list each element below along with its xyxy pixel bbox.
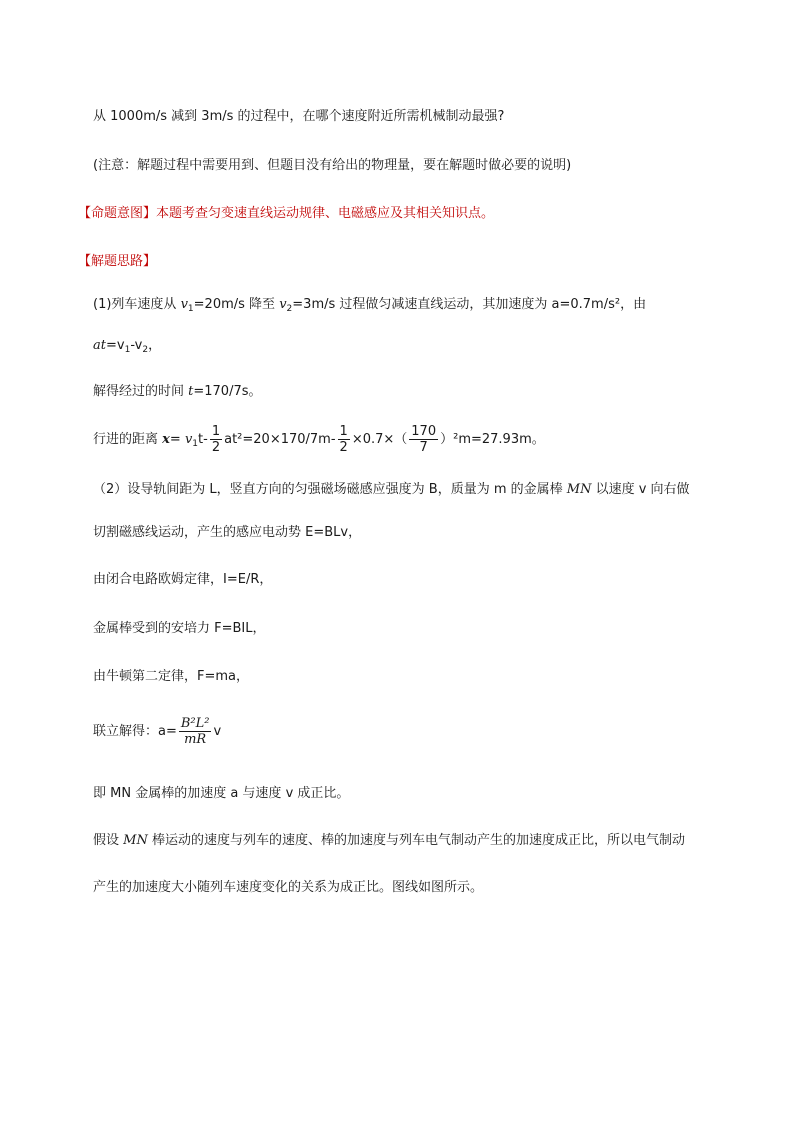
question-line: 从 1000m/s 减到 3m/s 的过程中，在哪个速度附近所需机械制动最强? (93, 109, 505, 124)
combined-equation: 联立解得：a= $\frac{\text{B²L²}}{mR}$ v (93, 716, 222, 747)
intent-line (78, 205, 494, 223)
fraction-170-7: $\frac{170}{7}$ (411, 424, 437, 455)
question-note: (注意：解题过程中需要用到、但题目没有给出的物理量，要在解题时做必要的说明) (93, 158, 572, 173)
solution-line-7: 由闭合电路欧姆定律，I=E/R， (93, 572, 273, 587)
solution-line-6: 切割磁感线运动，产生的感应电动势 E=BLv， (93, 525, 362, 540)
solution-line-8: 金属棒受到的安培力 F=BIL， (93, 621, 266, 636)
solution-line-13: 产生的加速度大小随列车速度变化的关系为成正比。图线如图所示。 (93, 880, 484, 895)
distance-equation: 行进的距离 $x= v_1t-$ $\frac{1}{2}$ at²=20×170/7m- $\frac{1}{2}$ ×0.7×（ $\frac{170}{7}$ ）²m=27.93m。 (93, 424, 545, 455)
solution-line-12: 假设 MN 棒运动的速度与列车的速度、棒的加速度与列车电气制动产生的加速度成正比，所以电气制动 (93, 833, 685, 848)
solution-line-11: 即 MN 金属棒的加速度 a 与速度 v 成正比。 (93, 786, 350, 801)
fraction-b2l2-mr: $\frac{\text{B²L²}}{mR}$ (180, 716, 210, 747)
solution-line-5: （2）设导轨间距为 L，竖直方向的匀强磁场磁感应强度为 B，质量为 m 的金属棒 MN 以速度 v 向右做 (93, 482, 690, 497)
solution-line-9: 由牛顿第二定律，F=ma， (93, 669, 250, 684)
solution-line-1: (1)列车速度从 $v_1=20m/s$ 降至 $v_2=3m/s$ 过程做匀减速直线运动，其加速度为 a=0.7m/s²，由 (93, 297, 647, 314)
idea-label: 【解题思路】 (78, 254, 157, 269)
intent-text: 本题考查匀变速直线运动规律、电磁感应及其相关知识点。 (156, 206, 495, 221)
fraction-half: $\frac{1}{2}$ (339, 424, 348, 455)
intent-label: 【命题意图】 (78, 206, 157, 221)
solution-line-2: $at=v_1-v_2$， (93, 338, 162, 355)
fraction-half: $\frac{1}{2}$ (211, 424, 221, 455)
solution-line-3: 解得经过的时间 t=170/7s。 (93, 384, 262, 399)
